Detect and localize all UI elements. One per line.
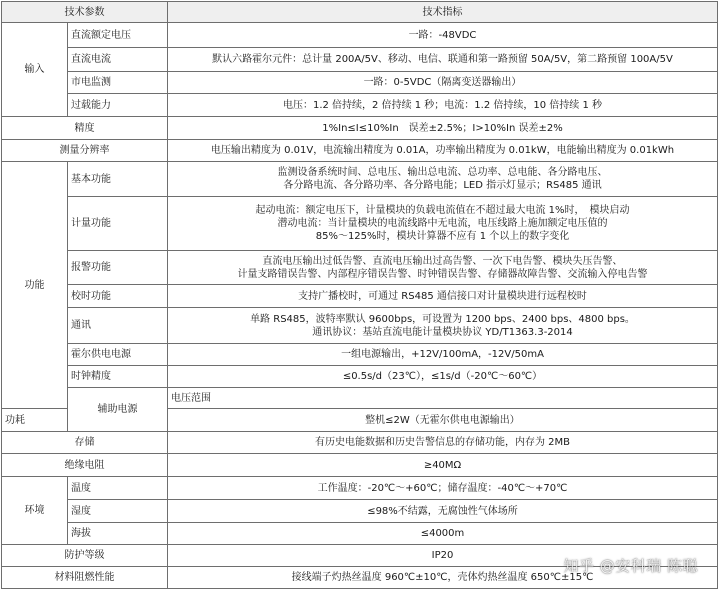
row-value xyxy=(168,197,718,251)
table-row xyxy=(2,454,718,477)
table-row xyxy=(2,117,718,140)
table-row xyxy=(2,94,718,117)
value-line: 整机≤2W（无霍尔供电电源输出） xyxy=(365,414,520,426)
table-row xyxy=(2,500,718,523)
zhihu-watermark: 知乎 @安科瑞 陈聪 xyxy=(563,557,698,575)
value-line: ≤98%不结露，无腐蚀性气体场所 xyxy=(367,505,518,517)
table-row xyxy=(2,432,718,454)
value-line: 起动电流：额定电压下，计量模块的负载电流值在不超过最大电流 1%时， 模块启动 xyxy=(255,205,630,216)
value-line: ≤4000m xyxy=(420,528,465,539)
row-value xyxy=(168,308,718,344)
row-label: 绝缘电阻 xyxy=(2,454,168,477)
row-label: 校时功能 xyxy=(68,285,168,308)
value-line: 电压输出精度为 0.01V，电流输出精度为 0.01A，功率输出精度为 0.01kW，电能输出精度为 0.01kWh xyxy=(210,145,675,156)
spec-table xyxy=(1,1,718,589)
table-row xyxy=(2,48,718,72)
table-row xyxy=(2,388,718,409)
row-label: 测量分辨率 xyxy=(2,140,168,162)
value-line: 单路 RS485，波特率默认 9600bps，可设置为 1200 bps、2400 bps、4800 bps。 xyxy=(250,313,635,325)
header-indicator: 技术指标 xyxy=(168,2,718,23)
row-value xyxy=(168,48,718,72)
row-value xyxy=(168,251,718,285)
row-label: 功耗 xyxy=(2,409,68,432)
table-row xyxy=(2,72,718,94)
row-label: 报警功能 xyxy=(68,251,168,285)
value-line: 直流电压输出过低告警、直流电压输出过高告警、一次下电告警、模块失压告警、 xyxy=(262,255,623,267)
table-row xyxy=(2,285,718,308)
table-row xyxy=(2,344,718,366)
row-value xyxy=(168,366,718,388)
table-row xyxy=(2,477,718,500)
row-label: 基本功能 xyxy=(68,162,168,197)
row-label: 计量功能 xyxy=(68,197,168,251)
category-input: 输入 xyxy=(2,23,68,117)
value-line: 一组电源输出，+12V/100mA，-12V/50mA xyxy=(341,349,544,360)
table-row xyxy=(2,308,718,344)
row-label: 海拔 xyxy=(68,523,168,545)
table-row xyxy=(2,366,718,388)
value-line: 接线端子灼热丝温度 960℃±10℃，壳体灼热丝温度 650℃±15℃ xyxy=(291,572,594,583)
value-line: 监测设备系统时间、总电压、输出总电流、总功率、总电能、各分路电压、 xyxy=(277,167,608,178)
table-row xyxy=(2,197,718,251)
row-value xyxy=(168,285,718,308)
row-label: 存储 xyxy=(2,432,168,454)
category-function: 功能 xyxy=(2,162,68,409)
row-value xyxy=(168,477,718,500)
row-label: 湿度 xyxy=(68,500,168,523)
row-value xyxy=(168,140,718,162)
row-value xyxy=(168,409,718,432)
value-line: 一路：0-5VDC（隔离变送器输出） xyxy=(363,77,522,88)
value-line: 各分路电流、各分路功率、各分路电能；LED 指示灯显示；RS485 通讯 xyxy=(283,180,602,191)
row-label: 通讯 xyxy=(68,308,168,344)
value-line: 工作温度：-20℃～+60℃；储存温度：-40℃～+70℃ xyxy=(317,482,568,494)
value-line: IP20 xyxy=(431,550,454,561)
row-value xyxy=(168,500,718,523)
row-value xyxy=(168,454,718,477)
row-label: 过载能力 xyxy=(68,94,168,117)
value-line: 潜动电流：当计量模块的电流线路中无电流，电压线路上施加额定电压值的 xyxy=(277,218,608,229)
row-label: 防护等级 xyxy=(2,545,168,567)
value-line: 通讯协议：基站直流电能计量模块协议 YD/T1363.3-2014 xyxy=(312,326,573,338)
value-line: 有历史电能数据和历史告警信息的存储功能，内存为 2MB xyxy=(314,437,571,448)
value-line: 计量支路错误告警、内部程序错误告警、时钟错误告警、存储器故障告警、交流输入停电告警 xyxy=(237,268,648,280)
value-line: 支持广播校时，可通过 RS485 通信接口对计量模块进行远程校时 xyxy=(298,290,587,302)
table-row xyxy=(2,23,718,48)
row-value xyxy=(168,94,718,117)
table-header-row xyxy=(2,2,718,23)
value-line: 默认六路霍尔元件：总计量 200A/5V、移动、电信、联通和第一路预留 50A/5V，第二路预留 100A/5V xyxy=(212,54,673,65)
table-row xyxy=(2,523,718,545)
value-line: ≥40MΩ xyxy=(423,459,462,471)
row-label: 时钟精度 xyxy=(68,366,168,388)
value-line: 一路：-48VDC xyxy=(408,29,477,41)
row-value xyxy=(168,72,718,94)
header-param: 技术参数 xyxy=(2,2,168,23)
row-label: 直流额定电压 xyxy=(68,23,168,48)
value-line: 85%～125%时，模块计算器不应有 1 个以上的数字变化 xyxy=(315,231,570,242)
row-value xyxy=(168,23,718,48)
category-aux-power: 辅助电源 xyxy=(68,388,168,432)
table-row xyxy=(2,251,718,285)
row-value xyxy=(168,432,718,454)
value-line: 电压：1.2 倍持续，2 倍持续 1 秒；电流：1.2 倍持续，10 倍持续 1 秒 xyxy=(282,99,603,111)
row-label: 直流电流 xyxy=(68,48,168,72)
table-row xyxy=(2,162,718,197)
row-value xyxy=(168,523,718,545)
row-label: 电压范围 xyxy=(168,388,718,409)
row-value xyxy=(168,344,718,366)
category-environment: 环境 xyxy=(2,477,68,545)
table-row xyxy=(2,140,718,162)
value-line: 1%In≤I≤10%In 误差±2.5%；I>10%In 误差±2% xyxy=(322,122,563,134)
row-value xyxy=(168,117,718,140)
row-label: 市电监测 xyxy=(68,72,168,94)
row-label: 温度 xyxy=(68,477,168,500)
row-label: 材料阻燃性能 xyxy=(2,567,168,589)
row-label: 霍尔供电电源 xyxy=(68,344,168,366)
value-line: ≤0.5s/d（23℃），≤1s/d（-20℃～60℃） xyxy=(342,371,543,382)
row-label: 精度 xyxy=(2,117,168,140)
row-value xyxy=(168,162,718,197)
